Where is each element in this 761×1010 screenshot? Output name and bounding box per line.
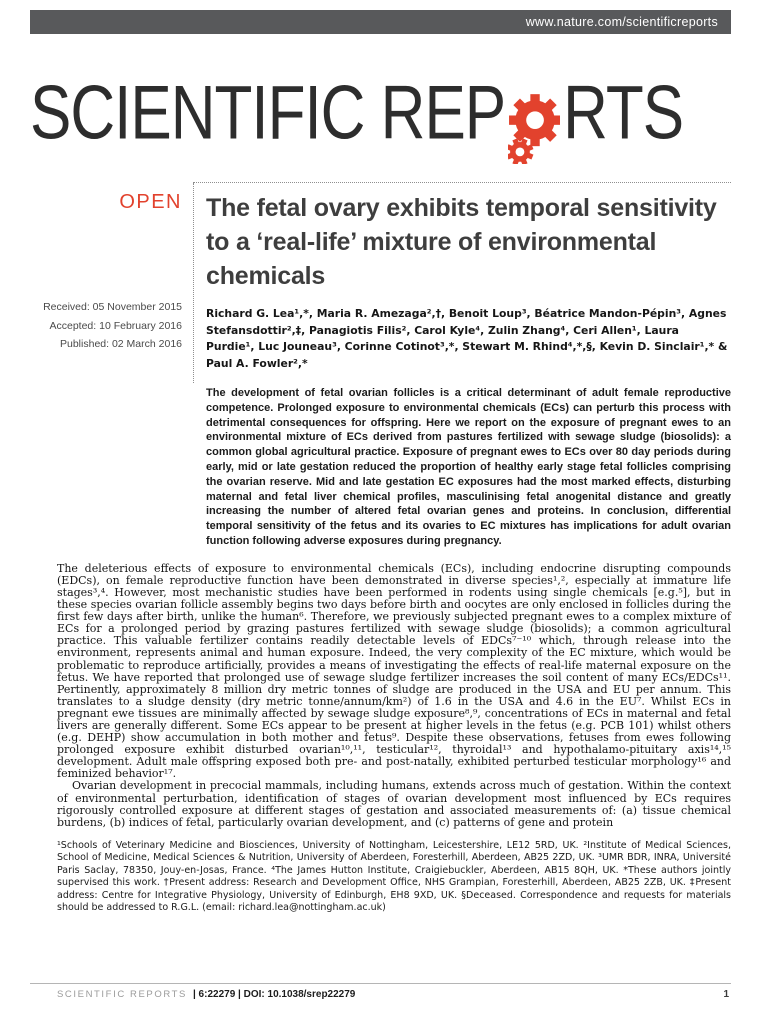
affiliations-footnote: ¹Schools of Veterinary Medicine and Biosciences, University of Nottingham, Leicestershire, LE12 5RD, UK. ²Institute of Medical Sciences, School of Medicine, Medical Sciences & Nutrition, University of Aberdeen, Foresterhill, Aberdeen, AB25 2ZD, UK. ³UMR BDR, INRA, Université Paris Saclay, 78350, Jouy-en-Josas, France. ⁴The James Hutton Institute, Craigiebuckler, Aberdeen, AB15 8QH, UK. *These authors jointly supervised this work. †Present address: Research and Development Office, NHS Grampian, Foresterhill, Aberdeen, AB25 2ZB, UK. ‡Present address: Centre for Integrative Physiology, University of Edinburgh, EH8 9XD, UK. §Deceased. Correspondence and requests for materials should be addressed to R.G.L. (email: richard.lea@nottingham.ac.uk): [57, 839, 731, 914]
gear-o-icon: [508, 94, 560, 164]
page-footer: [30, 983, 731, 1000]
article-head: [193, 182, 731, 549]
logo-text-right: RTS: [563, 71, 684, 156]
body-paragraph-1: The deleterious effects of exposure to environmental chemicals (ECs), including endocrine disrupting compounds (EDCs), on female reproductive function have been demonstrated in diverse species¹,², especially at immature life stages³,⁴. However, most mechanistic studies have been performed in rodents using single chemicals [e.g.⁵], but in these species ovarian follicle assembly begins two days before birth and oocytes are only enclosed in follicles during the first few days after birth, unlike the human⁶. Therefore, we previously subjected pregnant ewes to a complex mixture of ECs for a prolonged period by grazing pastures fertilized with sewage sludge (biosolids); a common agricultural practice. This valuable fertilizer contains readily detectable levels of EDCs⁷⁻¹⁰ which, through release into the environment, represents animal and human exposure. Indeed, the very complexity of the EC mixture, which would be problematic to reproduce artificially, provides a means of investigating the effects of real-life maternal exposure on the fetus. We have reported that prolonged use of sewage sludge fertilizer increases the soil content of many ECs/EDCs¹¹. Pertinently, approximately 8 million dry metric tonnes of sludge are produced in the USA and EU per annum. This translates to a sludge density (dry metric tonne/annum/km²) of 1.6 in the USA and 4.6 in the EU⁷. Whilst ECs in pregnant ewe tissues are minimally affected by sewage sludge exposure⁸,⁹, concentrations of ECs in maternal and fetal livers are generally different. Some ECs appear to be present at higher levels in the fetus (e.g. PCB 101) whilst others (e.g. DEHP) show accumulation in both mother and fetus⁹. Despite these observations, fetuses from ewes following prolonged exposure exhibit disturbed ovarian¹⁰,¹¹, testicular¹², thyroidal¹³ and hypothalamo-pituitary axis¹⁴,¹⁵ development. Adult male offspring exposed both pre- and post-natally, exhibited perturbed testicular morphology¹⁶ and feminized behavior¹⁷.: [57, 561, 731, 781]
left-rail: [30, 182, 193, 549]
footer-journal-name: SCIENTIFIC REPORTS: [57, 989, 187, 1000]
logo-text-left: SCIENTIFIC REP: [30, 71, 506, 156]
accepted-date: Accepted: 10 February 2016: [49, 319, 182, 332]
published-date: Published: 02 March 2016: [60, 338, 182, 350]
page-number: 1: [723, 989, 729, 1000]
article-dates: [30, 298, 182, 354]
paper-page: [0, 10, 761, 1000]
body-paragraph-2: Ovarian development in precocial mammals, including humans, extends across much of gestation. Within the context of environmental perturbation, identification of stages of ovarian development most influenced by ECs requires rigorously controlled exposure at different stages of gestation and associated measurements of: (a) tissue chemical burdens, (b) indices of fetal, particularly ovarian development, and (c) patterns of gene and protein: [57, 779, 731, 829]
title-author-block: [193, 183, 731, 383]
footer-citation: | 6:22279 | DOI: 10.1038/srep22279: [192, 989, 356, 1000]
article-body: [57, 563, 731, 829]
abstract-text: The development of fetal ovarian follicles is a critical determinant of adult female reproductive competence. Prolonged exposure to environmental chemicals (ECs) can perturb this process with detrimental consequences for offspring. Here we report on the exposure of pregnant ewes to an environmental mixture of ECs derived from pastures fertilized with sewage sludge (biosolids): a common global agricultural practice. Exposure of pregnant ewes to ECs over 80 day periods during early, mid or late gestation reduced the proportion of healthy early stage fetal follicles comprising the ovarian reserve. Mid and late gestation EC exposures had the most marked effects, disturbing maternal and fetal liver chemical profiles, masculinising fetal anogenital distance and greatly increasing the number of altered fetal ovarian genes and proteins. In conclusion, differential temporal sensitivity of the fetus and its ovaries to EC mixtures has implications for adult ovarian function following adverse exposures during pregnancy.: [206, 387, 731, 547]
article-title: The fetal ovary exhibits temporal sensitivity to a ‘real-life’ mixture of environmental chemicals: [206, 194, 717, 290]
journal-logo: [30, 71, 731, 156]
journal-url-link[interactable]: www.nature.com/scientificreports: [525, 15, 718, 29]
top-banner: [30, 10, 731, 34]
author-list: Richard G. Lea¹,*, Maria R. Amezaga²,†, Benoit Loup³, Béatrice Mandon-Pépin³, Agnes Stefansdottir²,‡, Panagiotis Filis², Carol Kyle⁴, Zulin Zhang⁴, Ceri Allen¹, Laura Purdie¹, Luc Jouneau³, Corinne Cotinot³,*, Stewart M. Rhind⁴,*,§, Kevin D. Sinclair¹,* & Paul A. Fowler²,*: [206, 307, 728, 370]
title-block: [30, 182, 731, 549]
open-access-label: OPEN: [119, 191, 182, 213]
received-date: Received: 05 November 2015: [43, 301, 182, 313]
